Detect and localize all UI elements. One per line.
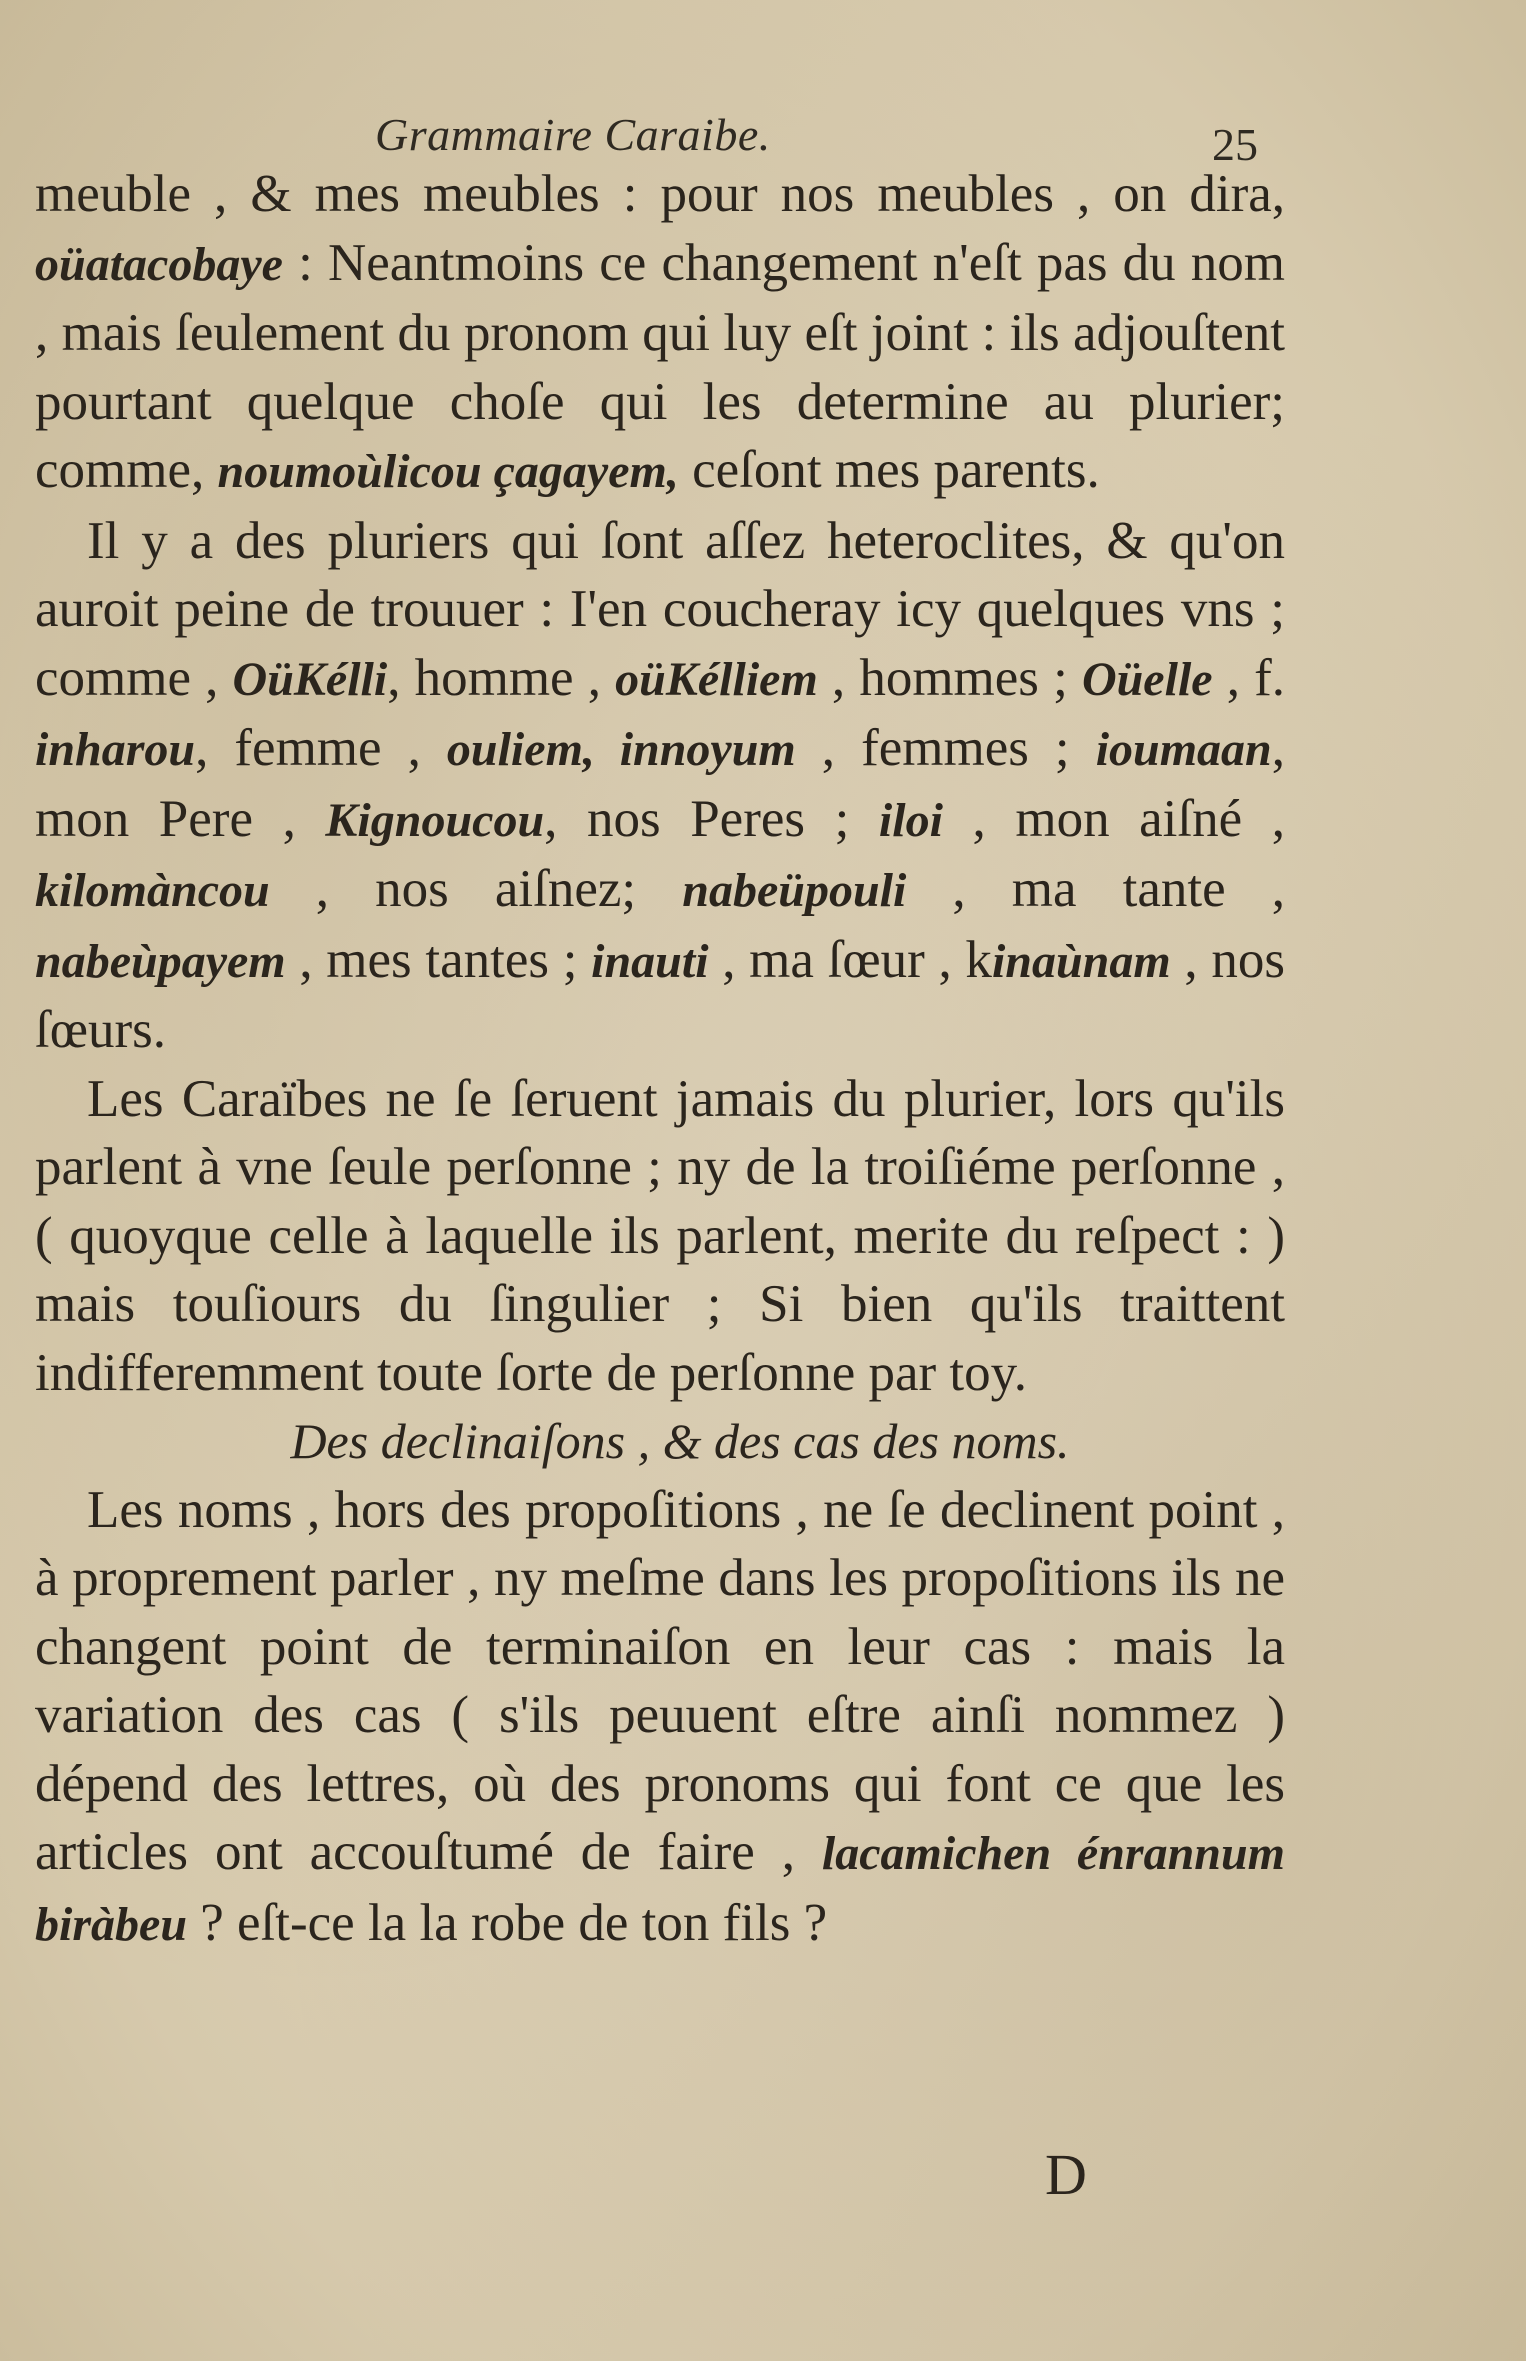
page-number: 25: [1212, 119, 1258, 170]
carib-term: inharou: [35, 723, 196, 776]
text-run: , mon aiſné ,: [942, 789, 1285, 848]
text-run: ceſont mes parents.: [678, 441, 1100, 499]
carib-term: Oüelle: [1081, 652, 1213, 706]
text-run: Il y a des pluriers qui ſont aſſez heteroclites, & qu'on auroit peine de trouuer : I'en coucheray icy quelques vns ; comme ,: [35, 511, 1285, 707]
running-head: Grammaire Caraibe.: [375, 109, 771, 160]
carib-term: ouliem, innoyum: [446, 723, 796, 776]
text-run: , hommes ;: [817, 648, 1082, 707]
carib-term: Kignoucou: [325, 793, 545, 847]
body-text: [35, 160, 1285, 1959]
carib-term: noumoùlicou çagayem,: [217, 445, 679, 498]
text-run: , f.: [1212, 648, 1286, 707]
text-run: , ma ſœur , k: [708, 930, 992, 989]
paragraph-4: [35, 1476, 1285, 1960]
carib-term: oüKélliem: [615, 652, 818, 706]
carib-term: oüatacobaye: [35, 237, 283, 291]
text-run: Les Caraïbes ne ſe ſeruent jamais du plurier, lors qu'ils parlent à vne ſeule perſonne ; ny de la troiſiéme perſonne , ( quoyque celle à laquelle ils parlent, merite du reſpect : ) mais touſiours du ſingulier ; Si bien qu'ils traittent indifferemment toute ſorte de perſonne par toy.: [35, 1069, 1285, 1402]
paragraph-1: [35, 160, 1285, 507]
text-run: Les noms , hors des propoſitions , ne ſe declinent point , à proprement parler , ny meſme dans les propoſitions ils ne changent point de terminaiſon en leur cas : mais la variation des cas ( s'ils peuuent eſtre ainſi nommez ) dépend des lettres, où des pronoms qui font ce que les articles ont accouſtumé de faire ,: [35, 1480, 1285, 1881]
text-run: , nos Peres ;: [544, 789, 879, 848]
text-run: , femme ,: [195, 719, 447, 777]
carib-term: lacamichen énrannum biràbeu: [35, 1827, 1285, 1951]
text-run: : Neantmoins ce changement n'eſt pas du nom , mais ſeulement du pronom qui luy eſt joint : ils adjouſtent pourtant quelque choſe qui les determine au plurier; comme,: [35, 233, 1285, 499]
text-run: , mon Pere ,: [35, 719, 1285, 848]
page-header: [0, 105, 1526, 170]
paragraph-2: [35, 507, 1285, 1065]
text-run: , nos aiſnez;: [269, 860, 683, 918]
text-run: , homme ,: [387, 648, 616, 707]
carib-term: nabeùpayem: [35, 934, 286, 988]
carib-term: iloi: [878, 793, 943, 847]
carib-term: kilomàncou: [35, 864, 270, 917]
text-run: , ma tante ,: [906, 860, 1286, 918]
text-run: meuble , & mes meubles : pour nos meubles , on dira,: [35, 165, 1285, 223]
paragraph-3: [35, 1065, 1285, 1408]
section-heading: Des declinaiſons , & des cas des noms.: [290, 1413, 1070, 1469]
carib-term: ioumaan: [1095, 723, 1272, 776]
text-run: , nos ſœurs.: [35, 930, 1285, 1059]
carib-term: inauti: [591, 934, 709, 988]
carib-term: nabeüpouli: [682, 864, 907, 917]
text-run: ? eſt-ce la la robe de ton fils ?: [187, 1893, 828, 1952]
signature-mark: D: [1045, 2142, 1087, 2207]
carib-term: OüKélli: [232, 652, 388, 706]
text-run: , mes tantes ;: [285, 930, 592, 989]
carib-term: inaùnam: [991, 934, 1171, 988]
text-run: , femmes ;: [795, 719, 1096, 777]
